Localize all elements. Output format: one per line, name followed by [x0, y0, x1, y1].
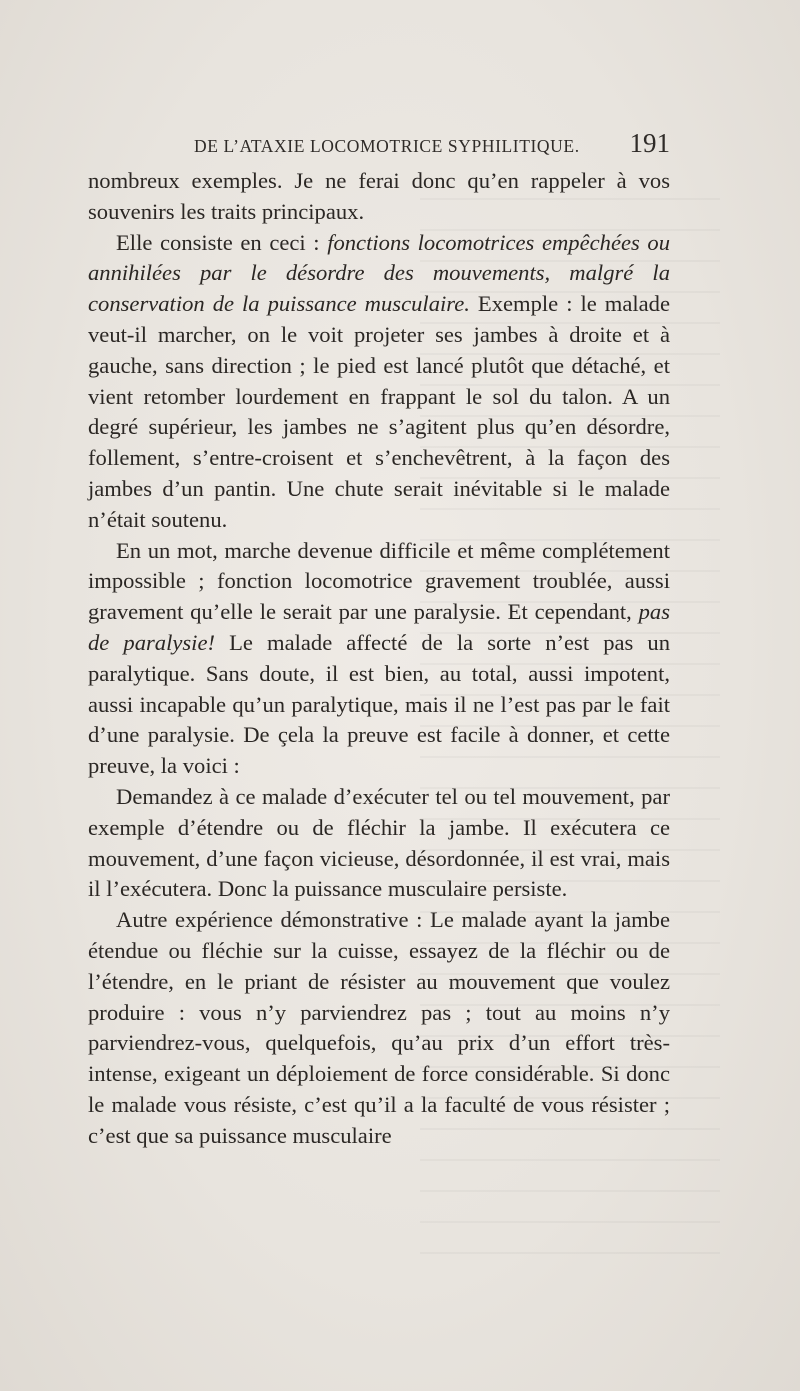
paragraph-text: Elle consiste en ceci :	[116, 229, 328, 255]
page-header	[186, 128, 670, 164]
paragraph-text: En un mot, marche devenue difficile et même complétement impossible ; fonction locomotrice gravement troublée, aussi gravement qu’elle le serait par une paralysie. Et cependant,	[88, 537, 670, 625]
paragraph	[88, 905, 670, 1151]
paragraph	[88, 228, 670, 536]
running-title: DE L’ATAXIE LOCOMOTRICE SYPHILITIQUE.	[194, 136, 580, 156]
paragraph	[88, 782, 670, 905]
body-text	[88, 166, 670, 1152]
paragraph-text: Demandez à ce malade d’exécuter tel ou tel mouvement, par exemple d’étendre ou de fléchir la jambe. Il exécutera ce mouvement, d’une façon vicieuse, désordonnée, il est vrai, mais il l’exécutera. Donc la puissance musculaire persiste.	[88, 783, 670, 902]
paragraph-text: Exemple : le malade veut-il marcher, on le voit projeter ses jambes à droite et à gauche, sans direction ; le pied est lancé plutôt que détaché, et vient retomber lourdement en frappant le sol du talon. A un degré supérieur, les jambes ne s’agitent plus qu’en désordre, follement, s’entre-croisent et s’enchevêtrent, à la façon des jambes d’un pantin. Une chute serait inévitable si le malade n’était soutenu.	[88, 291, 670, 532]
paragraph-text: Autre expérience démonstrative : Le malade ayant la jambe étendue ou fléchie sur la cuisse, essayez de la fléchir ou de l’étendre, en le priant de résister au mouvement que voulez produire : vous n’y parviendrez pas ; tout au moins n’y parviendrez-vous, quelquefois, qu’au prix d’un effort très-intense, exigeant un déploiement de force considérable. Si donc le malade vous résiste, c’est qu’il a la faculté de vous résister ; c’est que sa puissance musculaire	[88, 907, 670, 1148]
italic-text: pas de paralysie!	[88, 599, 670, 655]
paragraph	[88, 166, 670, 228]
paragraph-text: Le malade affecté de la sorte n’est pas un paralytique. Sans doute, il est bien, au total, aussi impotent, aussi incapable qu’un paralytique, mais il ne l’est pas par le fait d’une paralysie. De çela la preuve est facile à donner, et cette preuve, la voici :	[88, 629, 670, 779]
paragraph	[88, 536, 670, 782]
page-number: 191	[629, 128, 670, 158]
paragraph-text: nombreux exemples. Je ne ferai donc qu’en rappeler à vos souvenirs les traits principaux.	[88, 168, 670, 224]
italic-text: fonctions locomotrices empêchées ou annihilées par le désordre des mouvements, malgré la conservation de la puissance musculaire.	[88, 229, 670, 317]
